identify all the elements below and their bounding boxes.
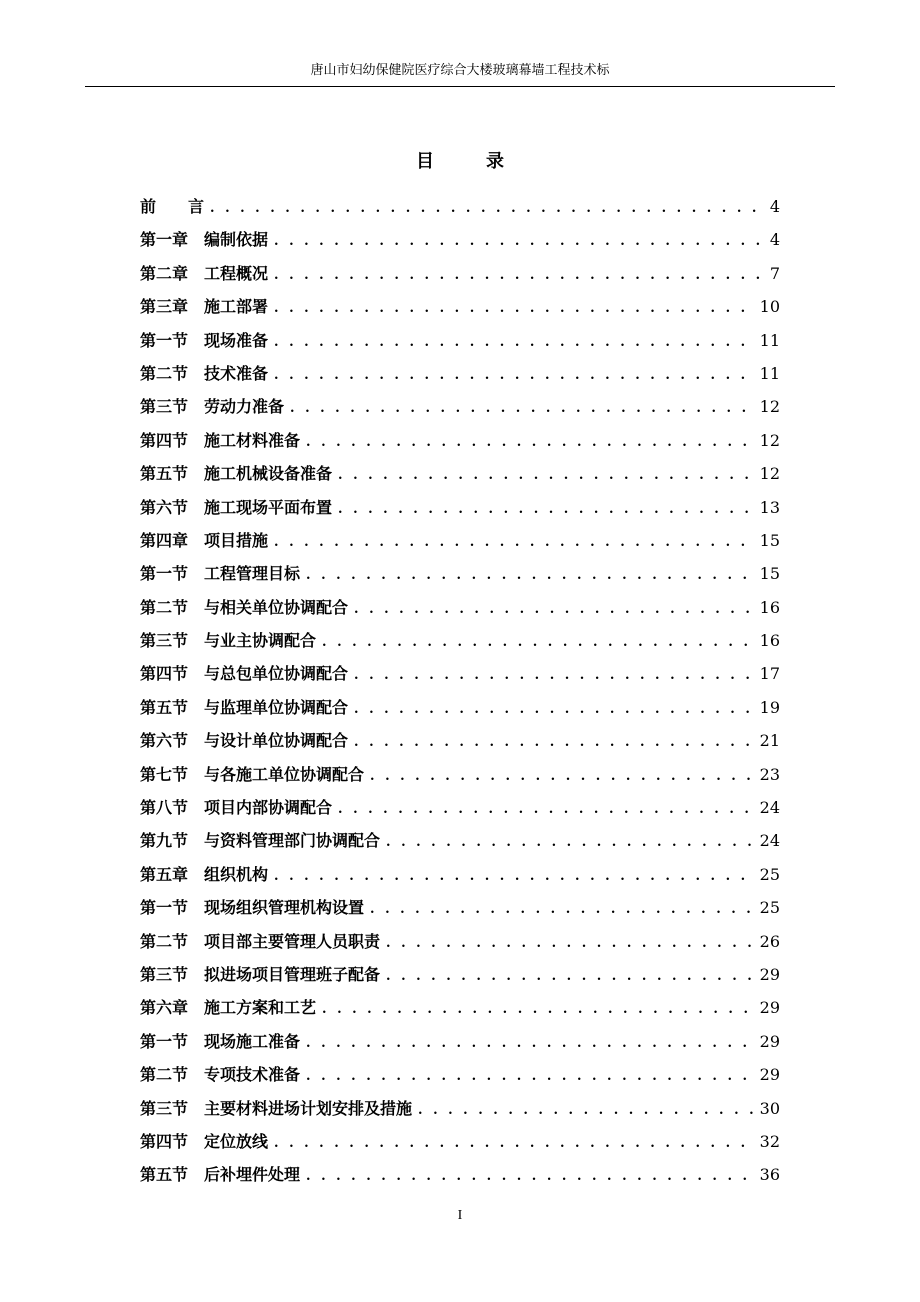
toc-entry-page: 17 bbox=[759, 664, 780, 684]
toc-entry-label bbox=[140, 1025, 300, 1058]
toc-entry[interactable] bbox=[140, 424, 780, 457]
toc-entry-prefix: 第七节 bbox=[140, 764, 189, 784]
toc-entry[interactable] bbox=[140, 1125, 780, 1158]
toc-entry-prefix: 第三节 bbox=[140, 964, 189, 984]
toc-entry-prefix: 第一节 bbox=[140, 330, 189, 350]
toc-entry-leader bbox=[386, 927, 756, 960]
toc-entry-page: 4 bbox=[769, 230, 780, 250]
toc-entry[interactable] bbox=[140, 390, 780, 423]
toc-entry-prefix: 第六节 bbox=[140, 731, 189, 751]
toc-entry-title: 劳动力准备 bbox=[204, 397, 285, 417]
toc-entry-leader bbox=[210, 192, 766, 225]
toc-entry-prefix: 第五节 bbox=[140, 1165, 189, 1185]
toc-entry-leader bbox=[306, 426, 756, 459]
toc-entry-page: 29 bbox=[759, 998, 780, 1018]
toc-entry-title: 现场准备 bbox=[204, 330, 269, 350]
toc-entry-page: 29 bbox=[759, 1065, 780, 1085]
toc-entry-page: 7 bbox=[769, 263, 780, 283]
toc-entry-leader bbox=[274, 860, 756, 893]
page-header bbox=[85, 62, 835, 87]
toc-heading bbox=[0, 150, 920, 174]
toc-entry-leader bbox=[354, 693, 756, 726]
toc-entry-label bbox=[140, 1125, 268, 1158]
toc-entry-page: 23 bbox=[759, 764, 780, 784]
page-number: I bbox=[457, 1208, 463, 1223]
toc-entry-leader bbox=[322, 626, 756, 659]
toc-entry-prefix: 第三章 bbox=[140, 297, 189, 317]
toc-entry[interactable] bbox=[140, 1092, 780, 1125]
toc-entry-page: 16 bbox=[759, 597, 780, 617]
toc-entry-label bbox=[140, 290, 268, 323]
toc-entry-label bbox=[140, 1158, 300, 1191]
toc-entry-prefix: 第一节 bbox=[140, 898, 189, 918]
toc-entry-page: 11 bbox=[759, 363, 780, 383]
toc-entry-title: 工程管理目标 bbox=[204, 564, 301, 584]
toc-entry-title: 与资料管理部门协调配合 bbox=[204, 831, 381, 851]
toc-entry[interactable] bbox=[140, 991, 780, 1024]
toc-entry-title: 项目部主要管理人员职责 bbox=[204, 931, 381, 951]
toc-entry-leader bbox=[338, 793, 756, 826]
toc-entry-prefix: 前 bbox=[140, 197, 157, 216]
toc-entry-leader bbox=[370, 760, 756, 793]
table-of-contents bbox=[140, 190, 780, 1192]
toc-entry-page: 30 bbox=[759, 1098, 780, 1118]
toc-entry-prefix: 第三节 bbox=[140, 1098, 189, 1118]
toc-entry-leader bbox=[370, 893, 756, 926]
toc-entry-leader bbox=[306, 1160, 756, 1193]
toc-entry-leader bbox=[322, 993, 756, 1026]
toc-entry-label bbox=[140, 958, 380, 991]
toc-entry-page: 16 bbox=[759, 631, 780, 651]
toc-entry-page: 19 bbox=[759, 697, 780, 717]
toc-entry-label bbox=[140, 257, 268, 290]
toc-entry-label bbox=[140, 457, 332, 490]
toc-entry-prefix: 第六章 bbox=[140, 998, 189, 1018]
toc-entry[interactable] bbox=[140, 223, 780, 256]
toc-entry-label bbox=[140, 424, 300, 457]
toc-entry-prefix: 第一节 bbox=[140, 1031, 189, 1051]
toc-entry-title: 施工机械设备准备 bbox=[204, 464, 333, 484]
toc-entry-leader bbox=[338, 493, 756, 526]
toc-entry-label bbox=[140, 1058, 300, 1091]
toc-entry-label bbox=[140, 824, 380, 857]
toc-entry-page: 10 bbox=[759, 297, 780, 317]
toc-entry-label bbox=[140, 791, 332, 824]
toc-entry-title: 技术准备 bbox=[204, 363, 269, 383]
toc-entry-label bbox=[140, 324, 268, 357]
toc-entry-label bbox=[140, 390, 284, 423]
toc-entry-label bbox=[140, 758, 364, 791]
toc-entry-title: 组织机构 bbox=[204, 864, 269, 884]
toc-entry[interactable] bbox=[140, 758, 780, 791]
toc-entry-title: 与总包单位协调配合 bbox=[204, 664, 349, 684]
toc-entry-prefix: 第二节 bbox=[140, 363, 189, 383]
toc-entry[interactable] bbox=[140, 324, 780, 357]
toc-entry[interactable] bbox=[140, 624, 780, 657]
toc-entry-prefix: 第四章 bbox=[140, 530, 189, 550]
toc-entry-title: 编制依据 bbox=[204, 230, 269, 250]
toc-entry-title: 拟进场项目管理班子配备 bbox=[204, 964, 381, 984]
toc-entry[interactable] bbox=[140, 958, 780, 991]
toc-entry-title: 施工部署 bbox=[204, 297, 269, 317]
toc-entry-label bbox=[140, 591, 348, 624]
toc-entry-page: 15 bbox=[759, 530, 780, 550]
toc-entry[interactable] bbox=[140, 925, 780, 958]
toc-entry-prefix: 第二章 bbox=[140, 263, 189, 283]
toc-entry-label bbox=[140, 691, 348, 724]
toc-entry-prefix: 第二节 bbox=[140, 931, 189, 951]
toc-entry-leader bbox=[274, 1127, 756, 1160]
toc-entry-prefix: 第六节 bbox=[140, 497, 189, 517]
toc-entry-title: 现场施工准备 bbox=[204, 1031, 301, 1051]
toc-entry-prefix: 第五章 bbox=[140, 864, 189, 884]
toc-entry-leader bbox=[274, 259, 766, 292]
toc-entry-leader bbox=[274, 359, 756, 392]
toc-entry-prefix: 第四节 bbox=[140, 1131, 189, 1151]
toc-entry-prefix: 第三节 bbox=[140, 631, 189, 651]
toc-entry-title: 施工方案和工艺 bbox=[204, 998, 317, 1018]
toc-heading-left: 目 bbox=[416, 151, 434, 172]
toc-entry-page: 29 bbox=[759, 964, 780, 984]
toc-entry-prefix: 第一节 bbox=[140, 564, 189, 584]
toc-entry-prefix: 第一章 bbox=[140, 230, 189, 250]
toc-entry-title: 后补埋件处理 bbox=[204, 1165, 301, 1185]
toc-entry[interactable] bbox=[140, 1158, 780, 1191]
toc-entry-page: 12 bbox=[759, 430, 780, 450]
toc-entry-leader bbox=[306, 1060, 756, 1093]
toc-entry-page: 36 bbox=[759, 1165, 780, 1185]
toc-entry-leader bbox=[306, 1027, 756, 1060]
toc-entry-leader bbox=[354, 593, 756, 626]
toc-entry-page: 11 bbox=[759, 330, 780, 350]
toc-entry-prefix: 第八节 bbox=[140, 798, 189, 818]
toc-entry[interactable] bbox=[140, 1058, 780, 1091]
toc-entry[interactable] bbox=[140, 791, 780, 824]
toc-entry[interactable] bbox=[140, 524, 780, 557]
toc-entry-label bbox=[140, 557, 300, 590]
toc-entry[interactable] bbox=[140, 591, 780, 624]
toc-entry[interactable] bbox=[140, 491, 780, 524]
document-title: 唐山市妇幼保健院医疗综合大楼玻璃幕墙工程技术标 bbox=[310, 63, 610, 78]
toc-entry-label bbox=[140, 724, 348, 757]
toc-entry-label bbox=[140, 223, 268, 256]
toc-entry[interactable] bbox=[140, 824, 780, 857]
toc-entry-title: 施工现场平面布置 bbox=[204, 497, 333, 517]
toc-entry-leader bbox=[274, 526, 756, 559]
toc-entry-title: 项目内部协调配合 bbox=[204, 798, 333, 818]
toc-entry-page: 25 bbox=[759, 864, 780, 884]
toc-entry[interactable] bbox=[140, 557, 780, 590]
toc-entry[interactable] bbox=[140, 357, 780, 390]
toc-entry-title: 施工材料准备 bbox=[204, 430, 301, 450]
toc-entry-leader bbox=[306, 559, 756, 592]
toc-entry-leader bbox=[386, 826, 756, 859]
toc-entry-leader bbox=[274, 225, 766, 258]
toc-entry-prefix: 第九节 bbox=[140, 831, 189, 851]
toc-entry-label bbox=[140, 858, 268, 891]
toc-entry-title: 与业主协调配合 bbox=[204, 631, 317, 651]
toc-entry-label bbox=[140, 925, 380, 958]
toc-entry-page: 32 bbox=[759, 1131, 780, 1151]
toc-entry[interactable] bbox=[140, 724, 780, 757]
toc-entry-title: 与各施工单位协调配合 bbox=[204, 764, 365, 784]
toc-entry-label bbox=[140, 657, 348, 690]
toc-entry-label bbox=[140, 891, 364, 924]
toc-entry-label bbox=[140, 190, 204, 223]
toc-entry-leader bbox=[338, 459, 756, 492]
toc-entry[interactable] bbox=[140, 257, 780, 290]
toc-entry[interactable] bbox=[140, 891, 780, 924]
toc-entry-prefix: 第五节 bbox=[140, 464, 189, 484]
toc-entry-leader bbox=[418, 1094, 756, 1127]
toc-entry-page: 24 bbox=[759, 831, 780, 851]
toc-entry[interactable] bbox=[140, 858, 780, 891]
toc-entry-title: 主要材料进场计划安排及措施 bbox=[204, 1098, 413, 1118]
toc-entry-title: 现场组织管理机构设置 bbox=[204, 898, 365, 918]
toc-entry-title: 与监理单位协调配合 bbox=[204, 697, 349, 717]
toc-entry-page: 21 bbox=[759, 731, 780, 751]
toc-entry[interactable] bbox=[140, 657, 780, 690]
toc-entry-label bbox=[140, 524, 268, 557]
toc-entry-label bbox=[140, 357, 268, 390]
toc-entry-leader bbox=[290, 392, 756, 425]
toc-entry-label bbox=[140, 1092, 412, 1125]
toc-entry-page: 12 bbox=[759, 464, 780, 484]
toc-entry-label bbox=[140, 624, 316, 657]
toc-entry[interactable] bbox=[140, 691, 780, 724]
toc-entry[interactable] bbox=[140, 1025, 780, 1058]
toc-entry-prefix: 第五节 bbox=[140, 697, 189, 717]
toc-entry-page: 15 bbox=[759, 564, 780, 584]
toc-entry-page: 24 bbox=[759, 798, 780, 818]
toc-entry[interactable] bbox=[140, 190, 780, 223]
toc-entry-suffix: 言 bbox=[188, 197, 205, 216]
toc-entry-title: 专项技术准备 bbox=[204, 1065, 301, 1085]
toc-entry-title: 与相关单位协调配合 bbox=[204, 597, 349, 617]
toc-entry-page: 13 bbox=[759, 497, 780, 517]
toc-entry-title: 与设计单位协调配合 bbox=[204, 731, 349, 751]
toc-entry-leader bbox=[274, 292, 756, 325]
toc-entry-leader bbox=[274, 326, 756, 359]
toc-entry-page: 29 bbox=[759, 1031, 780, 1051]
toc-entry-label bbox=[140, 491, 332, 524]
toc-entry-leader bbox=[386, 960, 756, 993]
toc-entry-leader bbox=[354, 726, 756, 759]
toc-entry-prefix: 第二节 bbox=[140, 597, 189, 617]
toc-entry-page: 4 bbox=[769, 197, 780, 216]
toc-entry-prefix: 第四节 bbox=[140, 664, 189, 684]
toc-entry-page: 12 bbox=[759, 397, 780, 417]
toc-entry-label bbox=[140, 991, 316, 1024]
toc-entry-prefix: 第二节 bbox=[140, 1065, 189, 1085]
toc-entry-title: 工程概况 bbox=[204, 263, 269, 283]
toc-entry-page: 25 bbox=[759, 898, 780, 918]
toc-entry-prefix: 第三节 bbox=[140, 397, 189, 417]
toc-entry[interactable] bbox=[140, 457, 780, 490]
toc-entry-title: 定位放线 bbox=[204, 1131, 269, 1151]
toc-entry-page: 26 bbox=[759, 931, 780, 951]
toc-heading-right: 录 bbox=[486, 151, 504, 172]
toc-entry-title: 项目措施 bbox=[204, 530, 269, 550]
toc-entry-leader bbox=[354, 659, 756, 692]
toc-entry[interactable] bbox=[140, 290, 780, 323]
toc-entry-prefix: 第四节 bbox=[140, 430, 189, 450]
